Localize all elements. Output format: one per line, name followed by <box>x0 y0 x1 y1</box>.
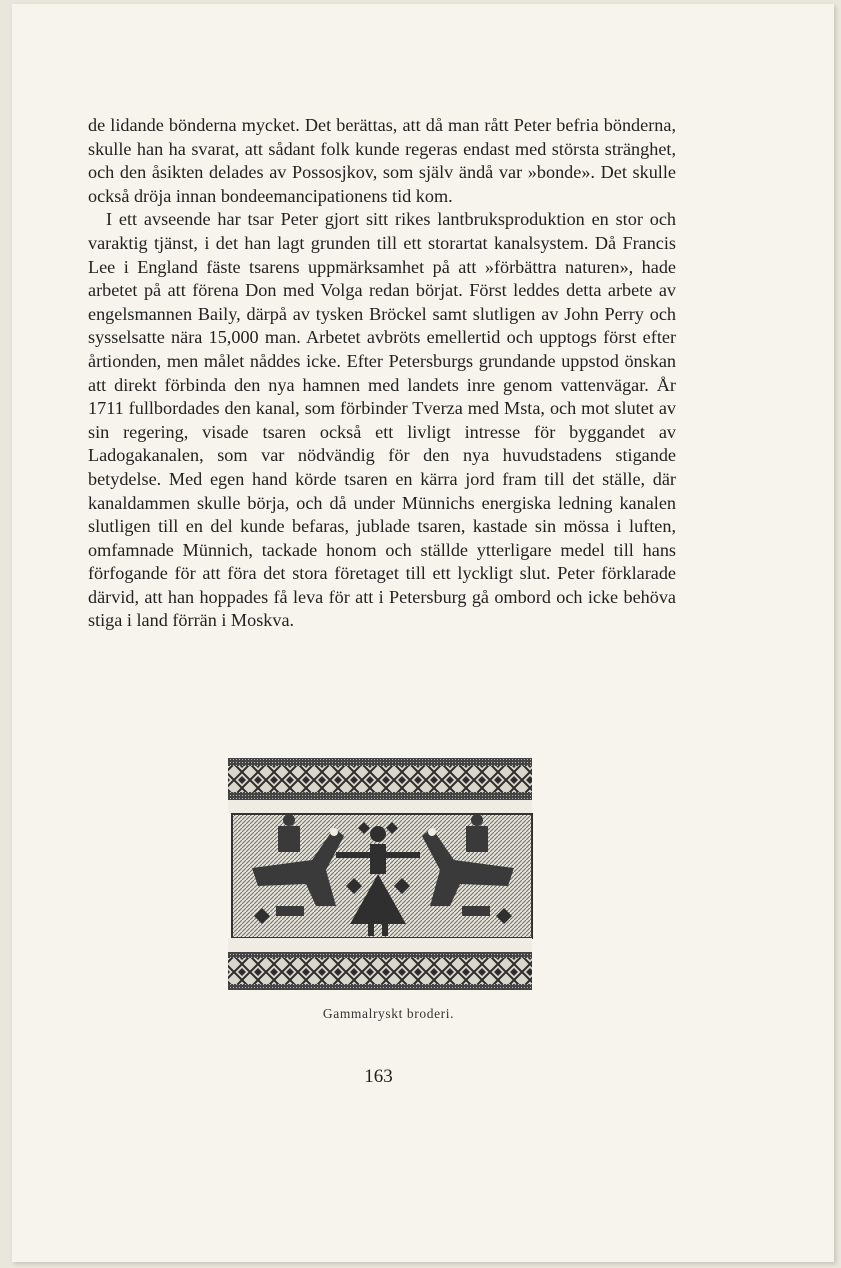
bottom-border-band <box>228 958 532 984</box>
book-page <box>12 4 834 1262</box>
top-fringe <box>228 758 532 766</box>
body-text <box>88 114 676 633</box>
figure-caption: Gammalryskt broderi. <box>322 1006 455 1021</box>
page-number: 163 <box>364 1066 393 1087</box>
embroidery-illustration <box>218 756 534 992</box>
paragraph-2: I ett avseende har tsar Peter gjort sitt rikes lantbruksproduktion en stor och varaktig tjänst, i det han lagt grunden till ett storartat kanalsystem. Då Francis Lee i England fäste tsarens uppmärksamhet på att »förbättra naturen», hade arbetet på att förena Don med Volga redan börjat. Först leddes detta arbete av engelsmannen Baily, därpå av tysken Bröckel samt slutligen av John Perry och sysselsatte nära 15,000 man. Arbetet avbröts emellertid och upptogs först efter årtionden, men målet nåddes icke. Efter Petersburgs grundande uppstod önskan att direkt förbinda den nya hamnen med landets inre genom vattenvägar. År 1711 fullbordades den kanal, som förbinder Tverza med Msta, och mot slutet av sin regering, visade tsaren också ett livligt intresse för byggandet av Ladogakanalen, som var nödvändig för den nya huvudstadens stigande betydelse. Med egen hand körde tsaren en kärra jord fram till det ställe, där kanaldammen skulle börja, och då under Münnichs energiska ledning kanalen slutligen till en del kunde befaras, jublade tsaren, kastade sin mössa i luften, omfamnade Münnich, tackade honom och ställde ytterligare medel till hans förfogande för att föra det stora företaget till ett lyckligt slut. Peter förklarade därvid, att han hoppades få leva för att i Petersburg gå ombord och icke behöva stiga i land förrän i Moskva. <box>88 209 676 631</box>
top-border-band <box>228 766 532 792</box>
paragraph-1: de lidande bönderna mycket. Det berättas, att då man rått Peter befria bönderna, skulle han ha svarat, att sådant folk kunde regeras endast med största stränghet, och den åsikten delades av Possosjkov, som själv ändå var »bonde». Det skulle också dröja innan bondeemancipationens tid kom. <box>88 115 676 206</box>
bottom-fringe <box>228 984 532 990</box>
